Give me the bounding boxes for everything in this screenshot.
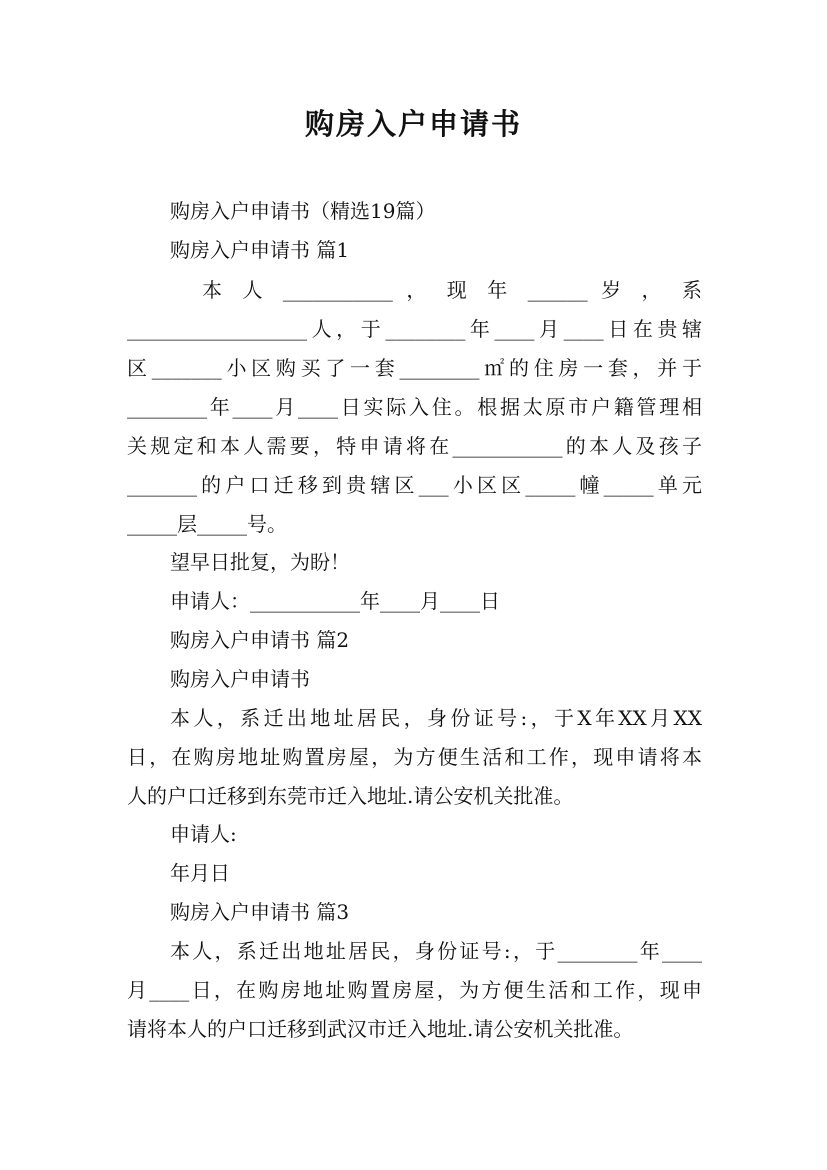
body-line: _____层_____号。 [127, 512, 287, 536]
section-heading-2: 购房入户申请书 篇2 [170, 628, 350, 652]
body-line: 请将本人的户口迁移到武汉市迁入地址.请公安机关批准。 [127, 1017, 634, 1041]
body-line: 人的户口迁移到东莞市迁入地址.请公安机关批准。 [127, 784, 574, 808]
document-title: 购房入户申请书 [304, 107, 522, 141]
body-line: 本 人 ___________ ， 现 年 ______ 岁 ， 系 [202, 278, 702, 302]
body-line: _______的户口迁移到贵辖区___小区区_____幢_____单元 [127, 473, 702, 497]
closing-line: 望早日批复，为盼！ [170, 550, 350, 574]
section-heading-3: 购房入户申请书 篇3 [170, 900, 350, 924]
collection-heading: 购房入户申请书（精选19篇） [170, 199, 436, 223]
body-line: 本人，系迁出地址居民，身份证号:，于________年____ [170, 939, 702, 963]
signature-line: 申请人：___________年____月____日 [170, 589, 500, 613]
section-subtitle: 购房入户申请书 [170, 667, 310, 691]
body-line: ________年____月____日实际入住。根据太原市户籍管理相 [127, 395, 702, 419]
date-line: 年月日 [170, 861, 230, 885]
body-line: 区_______小区购买了一套________㎡的住房一套，并于 [127, 356, 702, 380]
section-heading-1: 购房入户申请书 篇1 [170, 238, 350, 262]
body-line: 本人，系迁出地址居民，身份证号:，于X年XX月XX [170, 706, 702, 730]
body-line: __________________人，于________年____月____日在贵辖 [127, 317, 702, 341]
body-line: 日，在购房地址购置房屋，为方便生活和工作，现申请将本 [127, 745, 702, 769]
signature-line: 申请人: [170, 822, 237, 846]
body-line: 关规定和本人需要，特申请将在___________的本人及孩子 [127, 434, 702, 458]
body-line: 月____日，在购房地址购置房屋，为方便生活和工作，现申 [127, 978, 702, 1002]
